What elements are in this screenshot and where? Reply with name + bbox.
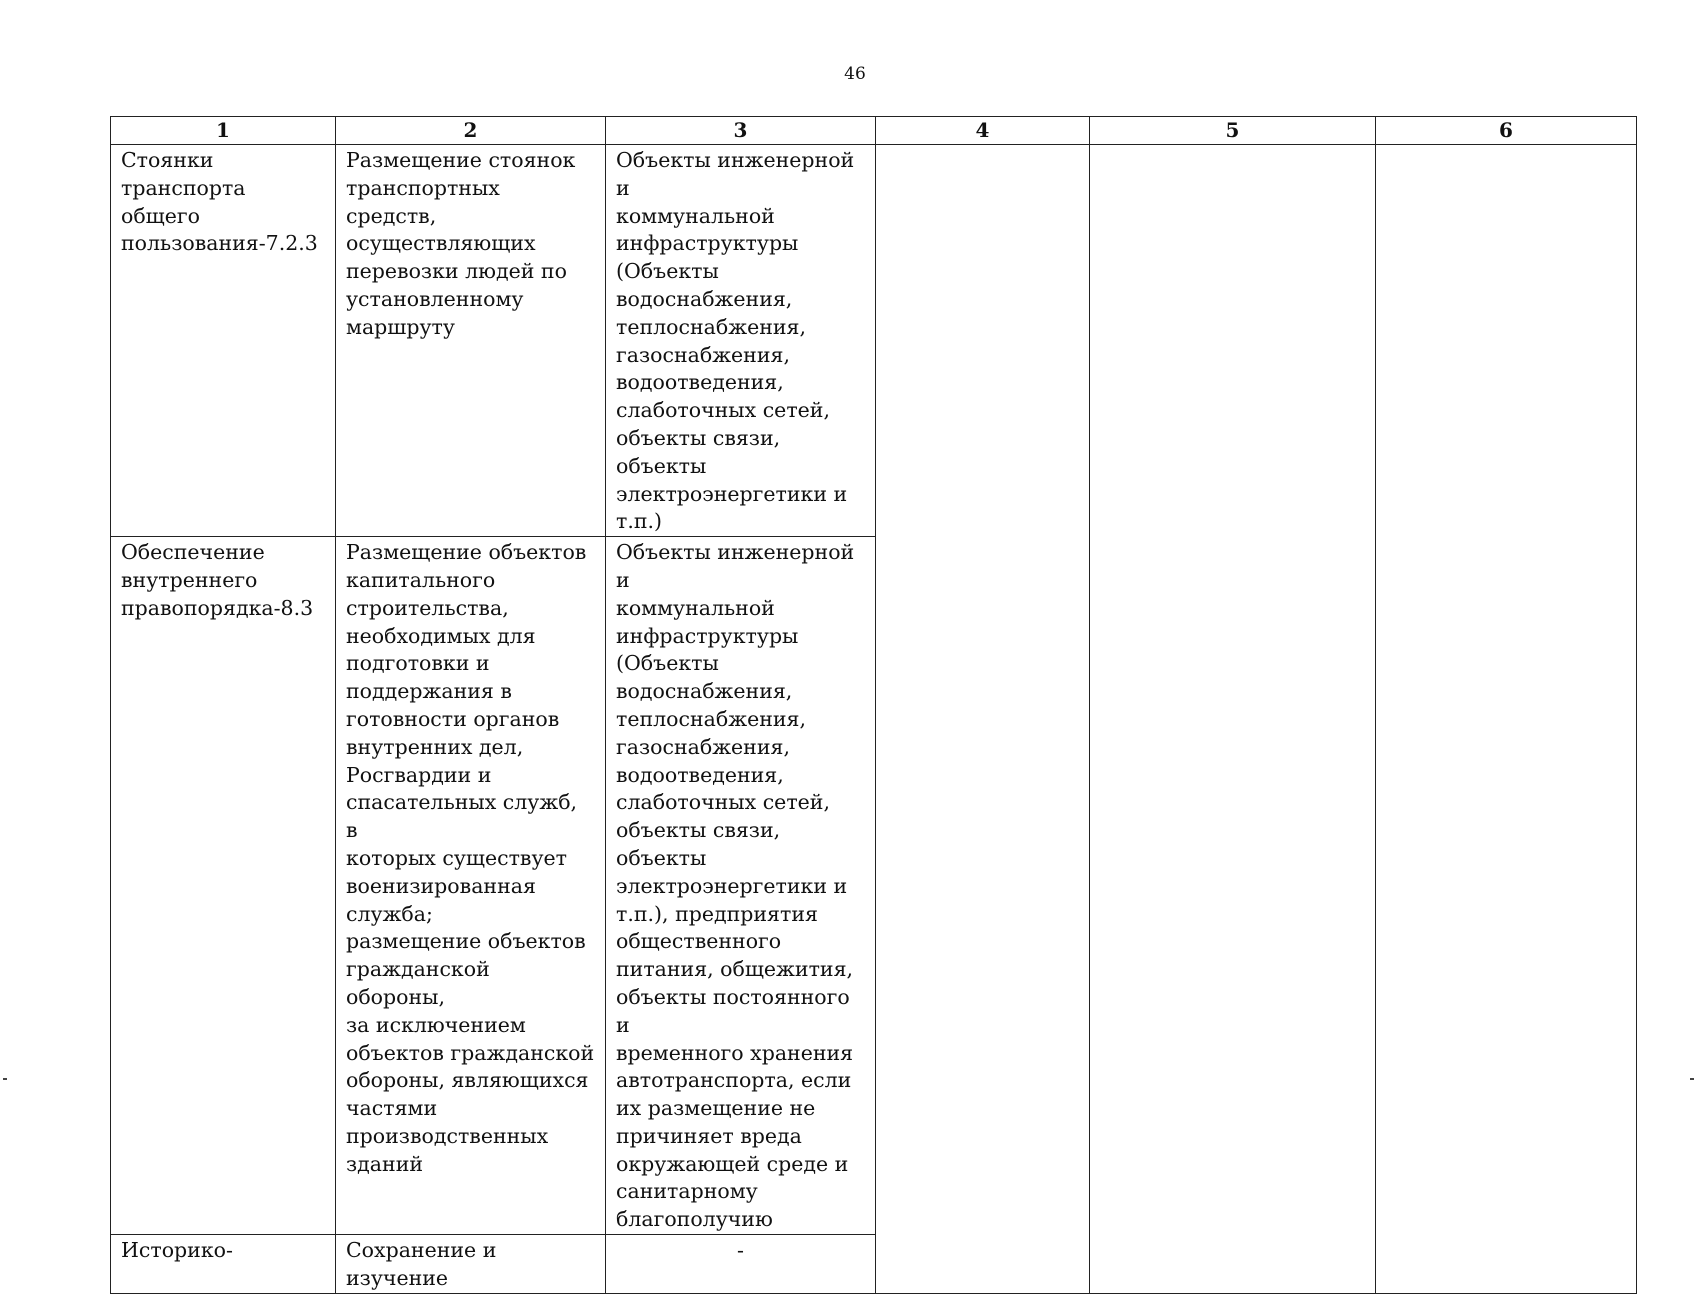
description-cell: Размещение объектов капитального строительства, необходимых для подготовки и поддержания в готовности органов внутренних дел, Росгвардии и спасательных служб, в которых существует военизированная служба; размещение объектов гражданской обороны, за исключением объектов гражданской обороны, являющихся частями производственных зданий bbox=[336, 537, 606, 1235]
column-header-4: 4 bbox=[876, 117, 1090, 145]
zoning-table bbox=[110, 116, 1637, 1294]
column-header-2: 2 bbox=[336, 117, 606, 145]
auxiliary-use-cell: Объекты инженерной и коммунальной инфраструктуры (Объекты водоснабжения, теплоснабжения, газоснабжения, водоотведения, слаботочных сетей, объекты связи, объекты электроэнергетики и т.п.) bbox=[606, 145, 876, 537]
use-type-cell: Историко- bbox=[111, 1235, 336, 1294]
column-6-merged-cell bbox=[1376, 145, 1637, 1294]
use-type-cell: Стоянки транспорта общего пользования-7.2.3 bbox=[111, 145, 336, 537]
page-number: 46 bbox=[844, 64, 866, 84]
description-cell: Сохранение и изучение bbox=[336, 1235, 606, 1294]
table-header-row bbox=[111, 117, 1637, 145]
left-edge-mark bbox=[3, 1078, 7, 1080]
table-row bbox=[111, 145, 1637, 537]
auxiliary-use-cell: Объекты инженерной и коммунальной инфраструктуры (Объекты водоснабжения, теплоснабжения, газоснабжения, водоотведения, слаботочных сетей, объекты связи, объекты электроэнергетики и т.п.), предприятия общественного питания, общежития, объекты постоянного и временного хранения автотранспорта, если их размещение не причиняет вреда окружающей среде и санитарному благополучию bbox=[606, 537, 876, 1235]
auxiliary-use-cell: - bbox=[606, 1235, 876, 1294]
column-header-6: 6 bbox=[1376, 117, 1637, 145]
column-header-3: 3 bbox=[606, 117, 876, 145]
description-cell: Размещение стоянок транспортных средств, осуществляющих перевозки людей по установленному маршруту bbox=[336, 145, 606, 537]
column-header-1: 1 bbox=[111, 117, 336, 145]
use-type-cell: Обеспечение внутреннего правопорядка-8.3 bbox=[111, 537, 336, 1235]
column-4-merged-cell bbox=[876, 145, 1090, 1294]
column-header-5: 5 bbox=[1090, 117, 1376, 145]
right-edge-mark bbox=[1690, 1078, 1694, 1080]
column-5-merged-cell bbox=[1090, 145, 1376, 1294]
